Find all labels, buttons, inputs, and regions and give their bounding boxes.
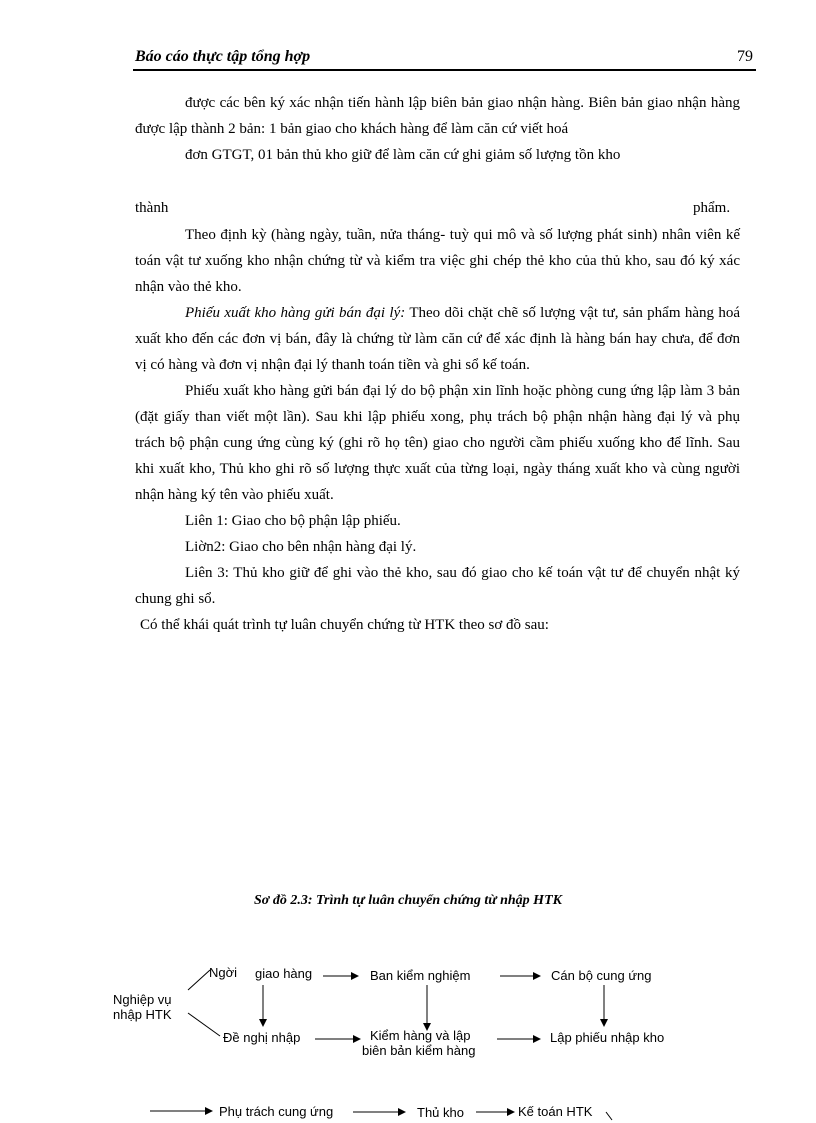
body-block-2 xyxy=(135,222,740,638)
branch-line-top xyxy=(188,970,210,990)
paragraph-4 xyxy=(135,300,740,378)
paragraph-9: Có thể khái quát trình tự luân chuyển chứng từ HTK theo sơ đồ sau: xyxy=(140,617,549,633)
diagram-caption: Sơ đồ 2.3: Trình tự luân chuyển chứng từ nhập HTK xyxy=(254,893,562,908)
node-nghiep-vu-line-2: nhập HTK xyxy=(113,1007,172,1022)
trailing-line xyxy=(606,1112,612,1120)
paragraph-4-title: Phiếu xuất kho hàng gửi bán đại lý: xyxy=(185,305,406,321)
node-thu-kho: Thủ kho xyxy=(417,1105,464,1120)
paragraph-2-line-2-left: thành xyxy=(135,200,169,216)
node-kiem-hang-line-2: biên bản kiểm hàng xyxy=(362,1043,476,1058)
paragraph-5: Phiếu xuất kho hàng gửi bán đại lý do bộ phận xin lĩnh hoặc phòng cung ứng lập làm 3 bản (đặt giấy than viết một lần). Sau khi lập phiếu xong, phụ trách bộ phận nhận hàng đại lý và phụ trách bộ phận cung ứng cùng ký (ghi rõ họ tên) giao cho người cầm phiếu xuống kho để lĩnh. Sau khi xuất kho, Thủ kho ghi rõ số lượng thực xuất của từng loại, ngày tháng xuất kho và cùng người nhận hàng ký tên vào phiếu xuất. xyxy=(135,383,740,503)
node-kiem-hang-line-1: Kiểm hàng và lập xyxy=(370,1028,471,1043)
paragraph-3: Theo định kỳ (hàng ngày, tuần, nửa tháng- tuỳ qui mô và số lượng phát sinh) nhân viên kế toán vật tư xuống kho nhận chứng từ và kiểm tra việc ghi chép thẻ kho của thủ kho, sau đó ký xác nhận vào thẻ kho. xyxy=(135,227,740,295)
body-block-1 xyxy=(135,90,740,168)
paragraph-1: được các bên ký xác nhận tiến hành lập biên bản giao nhận hàng. Biên bản giao nhận hàng được lập thành 2 bản: 1 bản giao cho khách hàng để làm căn cứ viết hoá xyxy=(135,95,740,137)
branch-line-bottom xyxy=(188,1013,220,1036)
header-rule xyxy=(133,69,756,71)
node-phu-trach-cung-ung: Phụ trách cung ứng xyxy=(219,1104,334,1119)
paragraph-8: Liên 3: Thủ kho giữ để ghi vào thẻ kho, sau đó giao cho kế toán vật tư để chuyển nhật ký chung ghi sổ. xyxy=(135,565,740,607)
node-nguoi-giao-hang-b: giao hàng xyxy=(255,966,313,981)
paragraph-2-line-2-right: phẩm. xyxy=(693,200,731,216)
node-nghiep-vu-line-1: Nghiệp vụ xyxy=(113,992,172,1007)
node-nguoi-giao-hang-a: Ngời xyxy=(209,965,238,980)
node-ke-toan-htk: Kế toán HTK xyxy=(518,1104,593,1119)
paragraph-4-body: Theo dõi chặt chẽ số lượng vật tư, sản phẩm hàng hoá xuất kho đến các đơn vị bán, đây là chứng từ làm căn cứ để xác định là hàng bán hay chưa, để đơn vị có hàng và đơn vị nhận đại lý thanh toán tiền và ghi sổ kế toán. xyxy=(135,305,741,373)
header-title: Báo cáo thực tập tổng hợp xyxy=(135,48,311,65)
node-ban-kiem-nghiem: Ban kiểm nghiệm xyxy=(370,968,471,983)
node-can-bo-cung-ung: Cán bộ cung ứng xyxy=(551,968,652,983)
paragraph-2-line-1: đơn GTGT, 01 bản thủ kho giữ để làm căn cứ ghi giảm số lượng tồn kho xyxy=(185,147,621,163)
node-de-nghi-nhap: Đề nghị nhập xyxy=(223,1030,301,1045)
node-lap-phieu-nhap-kho: Lập phiếu nhập kho xyxy=(550,1030,665,1045)
page-number: 79 xyxy=(737,48,753,65)
paragraph-6: Liên 1: Giao cho bộ phận lập phiếu. xyxy=(185,513,401,529)
paragraph-7: Liờn2: Giao cho bên nhận hàng đại lý. xyxy=(185,539,417,555)
